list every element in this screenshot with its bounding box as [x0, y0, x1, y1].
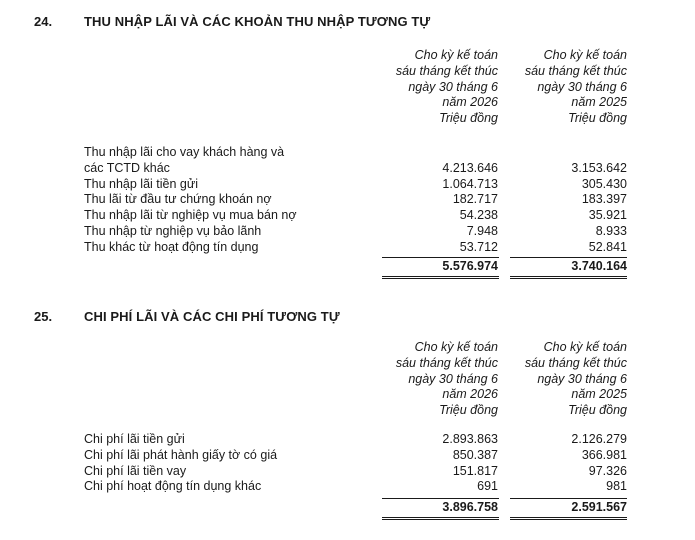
note-24-table-body [0, 145, 695, 256]
subtotal-rule [510, 257, 627, 258]
table-row: Chi phí hoạt động tín dụng khác 691 981 [84, 479, 627, 494]
subtotal-rule [382, 257, 499, 258]
double-underline [382, 519, 499, 520]
double-underline [382, 276, 499, 277]
table-row: Chi phí lãi tiền gửi 2.893.863 2.126.279 [84, 432, 627, 446]
table-row: Chi phí lãi tiền vay 151.817 97.326 [84, 463, 627, 478]
note-25-column-header-2025: Cho kỳ kế toán sáu tháng kết thúc ngày 30 tháng 6 năm 2025 Triệu đồng [524, 340, 627, 418]
double-underline [382, 517, 499, 518]
note-25-title: CHI PHÍ LÃI VÀ CÁC CHI PHÍ TƯƠNG TỰ [84, 309, 340, 324]
table-row: Thu nhập lãi cho vay khách hàng và [84, 145, 285, 159]
subtotal-rule [510, 498, 627, 499]
double-underline [382, 278, 499, 279]
table-row: Thu nhập từ nghiệp vụ bảo lãnh 7.948 8.933 [84, 223, 627, 238]
note-24-number: 24. [34, 14, 53, 29]
table-row: Thu lãi từ đầu tư chứng khoán nợ 182.717 183.397 [84, 192, 627, 207]
table-row: Chi phí lãi phát hành giấy tờ có giá 850.387 366.981 [84, 447, 627, 462]
double-underline [510, 519, 627, 520]
note-24-column-header-2025: Cho kỳ kế toán sáu tháng kết thúc ngày 30 tháng 6 năm 2025 Triệu đồng [524, 48, 627, 126]
subtotal-rule [382, 498, 499, 499]
note-25-table-body [0, 432, 695, 495]
note-24-total-2026: 5.576.974 [442, 259, 498, 273]
table-row: Thu nhập lãi tiền gửi 1.064.713 305.430 [84, 176, 627, 191]
note-25-total-2025: 2.591.567 [571, 500, 627, 514]
double-underline [510, 517, 627, 518]
note-24-column-header-2026: Cho kỳ kế toán sáu tháng kết thúc ngày 30 tháng 6 năm 2026 Triệu đồng [395, 48, 498, 126]
note-24-heading [0, 14, 695, 34]
table-row: Thu khác từ hoạt động tín dụng 53.712 52.841 [84, 239, 627, 254]
note-25-column-header-2026: Cho kỳ kế toán sáu tháng kết thúc ngày 30 tháng 6 năm 2026 Triệu đồng [395, 340, 498, 418]
table-row: Thu nhập lãi từ nghiệp vụ mua bán nợ 54.238 35.921 [84, 208, 627, 223]
double-underline [510, 278, 627, 279]
table-row: các TCTD khác 4.213.646 3.153.642 [84, 160, 627, 175]
note-24-total-2025: 3.740.164 [571, 259, 627, 273]
note-25-number: 25. [34, 309, 53, 324]
double-underline [510, 276, 627, 277]
note-24-title: THU NHẬP LÃI VÀ CÁC KHOẢN THU NHẬP TƯƠNG TỰ [84, 14, 431, 29]
note-25-heading [0, 309, 695, 329]
note-25-total-2026: 3.896.758 [442, 500, 498, 514]
